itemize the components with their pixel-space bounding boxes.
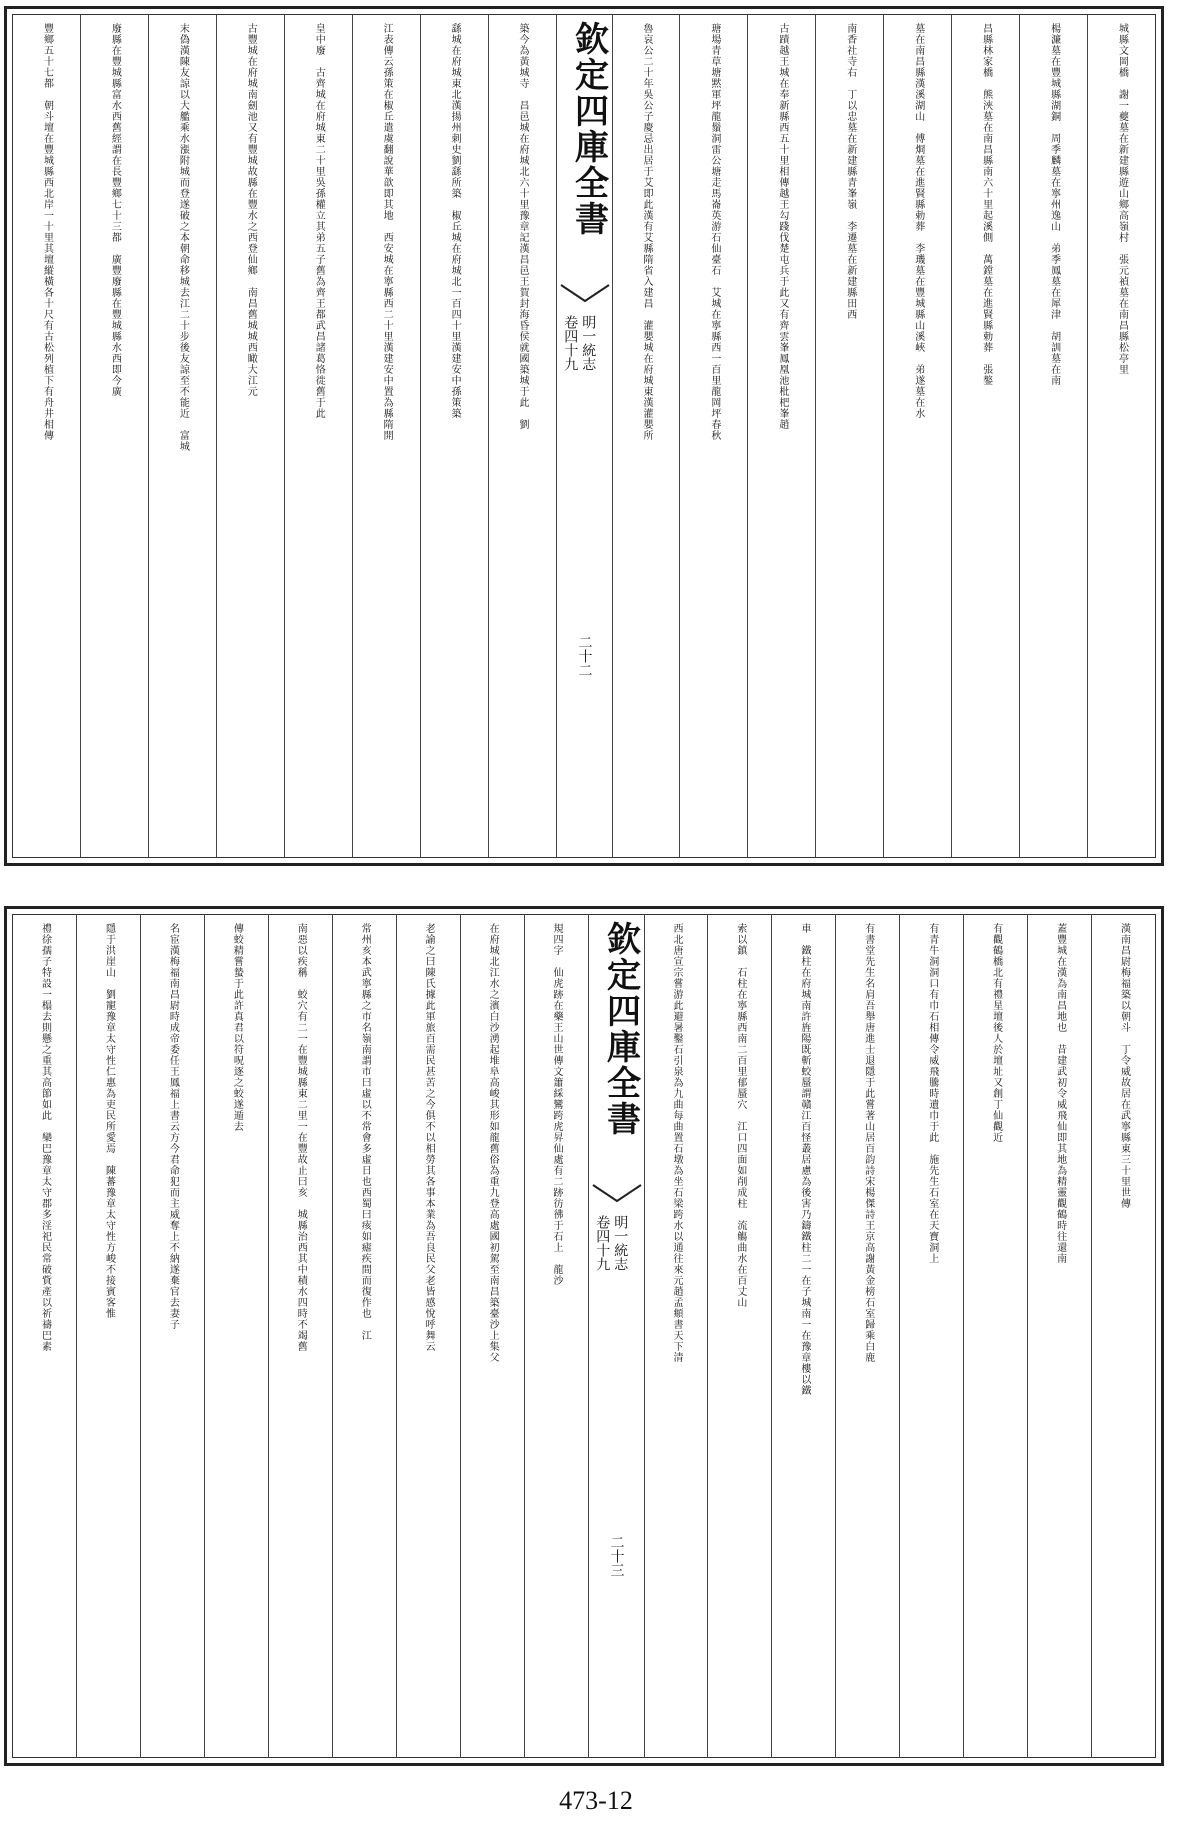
text-column: 有書堂先生名肩吾舉唐進士退隱于此嘗著山居百韵詩宋楊傑詩王京高謝黃金榜石室歸乘白鹿 <box>835 915 899 1757</box>
text-column: 漢南昌尉梅福築以朝斗 丁令威故居在武寧縣東三十里世傳 <box>1091 915 1155 1757</box>
page-number: 473-12 <box>559 1786 633 1815</box>
work-label: 明一統志 <box>580 315 597 371</box>
top-columns <box>13 15 1155 857</box>
book-title: 欽定四庫全書 <box>568 21 609 237</box>
text-column: 築今為黃城寺 昌邑城在府城北六十里豫章記漢昌邑王賀封海昏侯就國築城于此 劉 <box>488 15 556 857</box>
text-column: 蓋豐城在漢為南昌地也 昔建武初令威飛仙即其地為精靈觀鶴時往還南 <box>1027 915 1091 1757</box>
text-column: 昌縣林家橋 熊浹墓在南昌縣南六十里起溪側 萬鏜墓在進賢縣勅葬 張鏊 <box>951 15 1019 857</box>
text-column: 傳蛟精嘗蟄于此許真君以符呪逐之蛟遂遁去 <box>204 915 268 1757</box>
folio-number: 二十三 <box>608 1535 625 1577</box>
text-column: 規四字 仙虎跡在藥王山世傳文簫綵鸞跨虎昇仙處有二跡彷彿于石上 龍沙 <box>524 915 588 1757</box>
text-column: 車 鐵柱在府城南許旌陽既斬蛟蜃謂贛江百怪叢居慮為後害乃鑄鐵柱二一在子城南一在豫章樓以鐵 <box>771 915 835 1757</box>
text-column: 有觀鶴橋北有禮星壇後人於壇址又創丁仙觀近 <box>963 915 1027 1757</box>
bottom-columns <box>13 915 1155 1757</box>
text-column: 常州亥本武寧縣之市名嶺南謂市曰虛以不常會多虛日也西蜀曰痎如瘧疾間而復作也 江 <box>332 915 396 1757</box>
work-label: 明一統志 <box>612 1215 629 1271</box>
text-column: 古蹟越王城在奉新縣西五十里相傳越王勾踐伐楚屯兵于此又有齊雲峯鳳凰池枇杷峯趙 <box>747 15 815 857</box>
top-page <box>4 6 1164 866</box>
text-column: 江表傳云孫策在椒丘遣虞翻說華歆即其地 西安城在寧縣西二十里漢建安中置為縣隋開 <box>352 15 420 857</box>
text-column: 索以鎮 石柱在寧縣西南二百里郁蜃穴 江口四面如削成柱 流觴曲水在百丈山 <box>707 915 771 1757</box>
folio-number: 二十二 <box>576 635 593 677</box>
fishtail-mark-icon <box>557 283 612 305</box>
text-column: 禮徐孺子特設一榻去則懸之重其高節如此 欒巴豫章太守郡多淫祀民常破貲產以祈禱巴素 <box>39 923 51 1352</box>
volume-label: 卷四十九 <box>562 315 579 371</box>
text-column: 墓在南昌縣漢溪湖山 傅烱墓在進賢縣勅葬 李璣墓在豐城縣山溪峽 弟遂墓在水 <box>883 15 951 857</box>
text-column: 瑭場青草塘黙軍坪龍鬚洞雷公塘走馬崙英游石仙臺石 艾城在寧縣西一百里龍岡坪春秋 <box>679 15 747 857</box>
text-column: 有青牛洞洞口有巾石相傳令威飛騰時遺巾于此 施先生石室在天寶洞上 <box>899 915 963 1757</box>
fishtail-mark-icon <box>589 1183 644 1205</box>
text-column: 名宦漢梅福南昌尉時成帝委任王鳳福上書云方今君命犯而主威奪上不納遂棄官去妻子 <box>140 915 204 1757</box>
book-title: 欽定四庫全書 <box>600 921 641 1137</box>
text-column: 末偽漢陳友諒以大艦乘水漲附城而登遂破之本朝命移城去江二十步後友諒至不能近 富城 <box>148 15 216 857</box>
center-strip <box>556 15 612 857</box>
text-column: 繇城在府城東北漢揚州刺史劉繇所築 椒丘城在府城北一百四十里漢建安中孫策築 <box>420 15 488 857</box>
text-column: 城縣文岡橋 謝一夔墓在新建縣遊山鄉高嶺村 張元禎墓在南昌縣松亭里 <box>1087 15 1155 857</box>
text-column: 廢縣在豐城縣富水西舊經謂在長豐鄉七十三都 廣豐廢縣在豐城縣水西即今廣 <box>80 15 148 857</box>
text-column: 隱于洪崖山 劉寵豫章太守性仁惠為吏民所愛焉 陳蕃豫章太守性方峻不接賓客惟 <box>76 915 140 1757</box>
center-strip <box>588 915 644 1757</box>
volume-label: 卷四十九 <box>594 1215 611 1271</box>
text-column: 古豐城在府城南劍池又有豐城故縣在豐水之西登仙鄉 南昌舊城城西瞰大江元 <box>216 15 284 857</box>
text-column: 魯哀公二十年吳公子慶忌出居于艾即此漢有艾縣隋省入建昌 灌嬰城在府城東漢灌嬰所 <box>612 15 680 857</box>
text-column: 楊濂墓在豐城縣湖銅 周季麟墓在寧州逸山 弟季鳳墓在犀津 胡訓墓在南 <box>1019 15 1087 857</box>
text-column: 皇中廢 古齊城在府城東二十里吳孫權立其弟五子舊為齊王都武昌諸葛恪徙舊于此 <box>284 15 352 857</box>
text-column: 南香社寺右 丁以忠墓在新建縣青峯嶺 李遷墓在新建縣田西 <box>815 15 883 857</box>
text-column: 西北唐宣宗嘗游此避暑鑿石引泉為九曲每曲置石墩為坐石梁跨水以通往來元趙孟頫書天下清 <box>644 915 708 1757</box>
text-column: 在府城北江水之濱白沙湧起堆阜高峻其形如龍舊俗為重九登高處國初駕至南昌築臺沙上集父 <box>460 915 524 1757</box>
text-column: 南惡以疾稱 蛟穴有二一在豐城縣東二里一在豐故止曰亥 城縣治西其中積水四時不竭舊 <box>268 915 332 1757</box>
text-column: 豐鄉五十七都 朝斗壇在豐城縣西北岸一十里其壇縱橫各十尺有古松列植下有舟井相傳 <box>41 23 53 441</box>
text-column: 老諭之曰陳氏據此軍旅百需民甚苦之今俱不以相勞其各事本業為吾良民父老皆感悅呼舞云 <box>396 915 460 1757</box>
bottom-page <box>4 906 1164 1766</box>
